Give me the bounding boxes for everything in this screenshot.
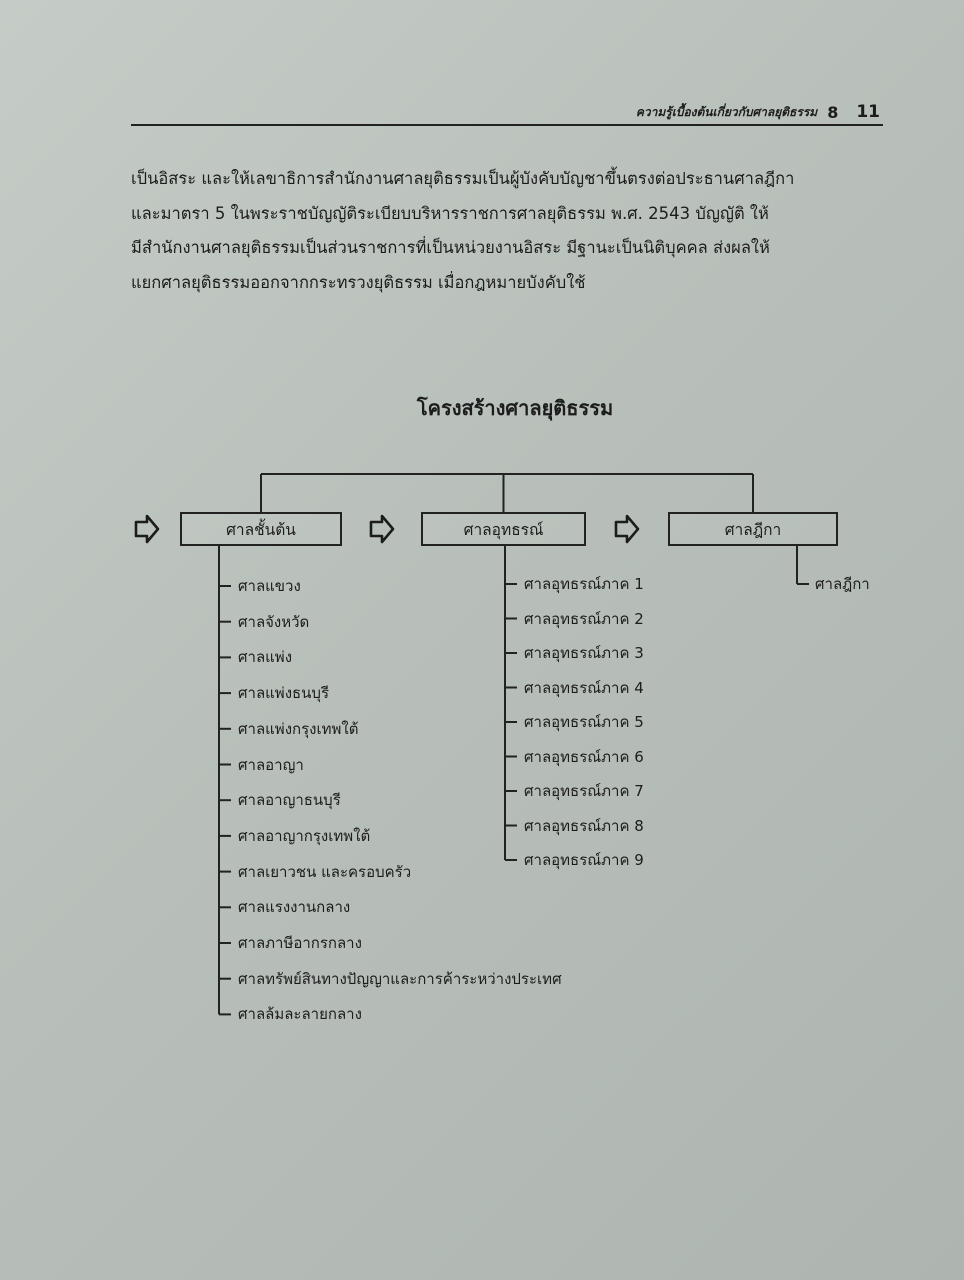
court-list-item: ศาลอาญาธนบุรี	[238, 791, 341, 810]
paragraph-line: และมาตรา 5 ในพระราชบัญญัติระเบียบบริหารราชการศาลยุติธรรม พ.ศ. 2543 บัญญัติ ให้	[131, 203, 769, 223]
chart-title: โครงสร้างศาลยุติธรรม	[416, 396, 614, 420]
court-list-item: ศาลอุทธรณ์ภาค 6	[524, 747, 644, 766]
court-list-item: ศาลอุทธรณ์ภาค 1	[524, 575, 644, 593]
page-number: 11	[856, 102, 880, 122]
running-head-title: ความรู้เบื้องต้นเกี่ยวกับศาลยุติธรรม	[635, 105, 818, 119]
court-list-item: ศาลเยาวชน และครอบครัว	[238, 862, 412, 881]
court-list-item: ศาลแขวง	[238, 577, 301, 595]
court-list-item: ศาลจังหวัด	[238, 612, 310, 631]
court-list-item: ศาลทรัพย์สินทางปัญญาและการค้าระหว่างประเทศ	[238, 969, 562, 988]
chapter-mark-icon: 8	[827, 103, 839, 122]
court-list-item: ศาลแพ่งธนบุรี	[238, 684, 330, 703]
arrow-right-icon	[133, 513, 161, 545]
court-box: ศาลฎีกา	[668, 512, 838, 546]
paragraph-line: มีสำนักงานศาลยุติธรรมเป็นส่วนราชการที่เป็นหน่วยงานอิสระ มีฐานะเป็นนิติบุคคล ส่งผลให้	[131, 238, 770, 257]
court-list-item: ศาลฎีกา	[815, 575, 870, 593]
arrow-right-icon	[613, 513, 641, 545]
court-list-item: ศาลแพ่งกรุงเทพใต้	[238, 719, 359, 738]
court-list-item: ศาลอุทธรณ์ภาค 8	[524, 816, 644, 835]
court-list-item: ศาลอุทธรณ์ภาค 2	[524, 609, 644, 628]
court-box: ศาลชั้นต้น	[180, 512, 342, 546]
court-list-item: ศาลอุทธรณ์ภาค 5	[524, 713, 644, 731]
paragraph-line: แยกศาลยุติธรรมออกจากกระทรวงยุติธรรม เมื่อกฎหมายบังคับใช้	[131, 272, 586, 292]
court-list-item: ศาลอุทธรณ์ภาค 3	[524, 644, 644, 662]
court-list-item: ศาลล้มละลายกลาง	[238, 1005, 362, 1024]
court-list-item: ศาลอาญา	[238, 755, 304, 774]
court-list-item: ศาลแรงงานกลาง	[238, 898, 351, 917]
court-box: ศาลอุทธรณ์	[421, 512, 586, 546]
court-list-item: ศาลอาญากรุงเทพใต้	[238, 826, 371, 845]
court-list-item: ศาลอุทธรณ์ภาค 7	[524, 782, 644, 800]
arrow-right-icon	[368, 513, 396, 545]
court-list-item: ศาลแพ่ง	[238, 648, 293, 667]
court-list-item: ศาลภาษีอากรกลาง	[238, 934, 362, 952]
court-list-item: ศาลอุทธรณ์ภาค 4	[524, 678, 644, 697]
paragraph-line: เป็นอิสระ และให้เลขาธิการสำนักงานศาลยุติธรรมเป็นผู้บังคับบัญชาขึ้นตรงต่อประธานศาลฎีกา	[131, 169, 795, 188]
court-list-item: ศาลอุทธรณ์ภาค 9	[524, 851, 644, 869]
